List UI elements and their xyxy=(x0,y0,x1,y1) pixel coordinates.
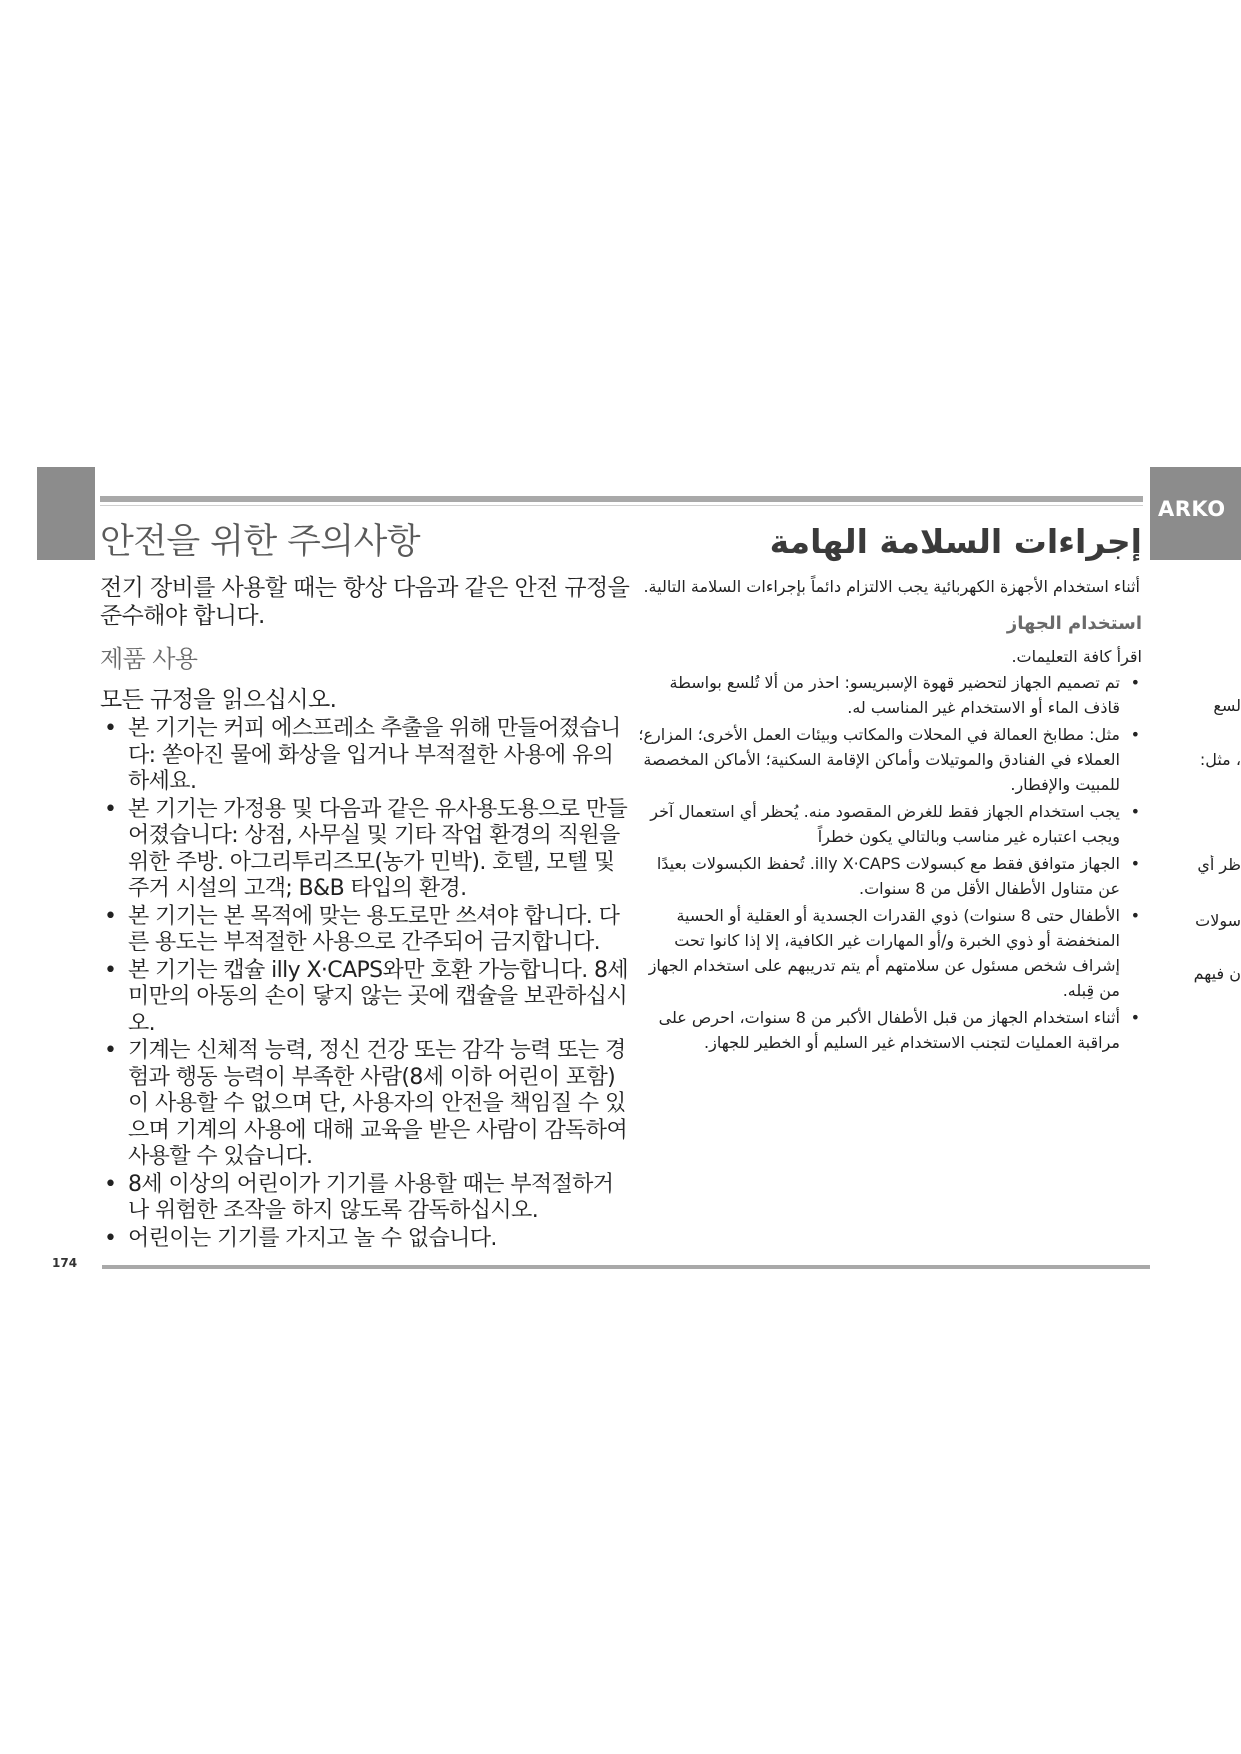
arabic-subhead: استخدام الجهاز xyxy=(1006,613,1142,634)
list-item-text: أثناء استخدام الجهاز من قبل الأطفال الأكبر من 8 سنوات، احرص على مراقبة العمليات لتجنب الاستخدام غير السليم أو الخطير للجهاز. xyxy=(658,1008,1120,1052)
list-item-text: الأطفال حتى 8 سنوات) ذوي القدرات الجسدية أو العقلية أو الحسية المنخفضة أو ذوي الخبرة و/أو المهارات غير الكافية، إلا إذا كانوا تحت إشراف شخص مسئول عن سلامتهم أم يتم تدريبهم على استخدام الجهاز من قِبله. xyxy=(648,906,1120,1000)
list-item-text: 기계는 신체적 능력, 정신 건강 또는 감각 능력 또는 경험과 행동 능력이 부족한 사람(8세 이하 어린이 포함)이 사용할 수 없으며 단, 사용자의 안전을 책임질 수 있으며 기계의 사용에 대해 교육을 받은 사람이 감독하여 사용할 수 있습니다. xyxy=(128,1038,628,1169)
arabic-read-all: اقرأ كافة التعليمات. xyxy=(1011,647,1142,666)
list-item xyxy=(632,670,1142,720)
clipped-fragment: لسع xyxy=(1213,696,1241,715)
header-rule-thin xyxy=(100,505,1143,506)
bullet-icon: • xyxy=(104,1171,117,1197)
korean-read-all: 모든 규정을 읽으십시오. xyxy=(100,687,337,713)
list-item xyxy=(632,851,1142,901)
korean-title: 안전을 위한 주의사항 xyxy=(100,522,420,562)
arabic-title: إجراءات السلامة الهامة xyxy=(769,522,1142,561)
list-item xyxy=(100,1172,630,1225)
arabic-column xyxy=(632,520,1142,1057)
list-item-text: مثل: مطابخ العمالة في المحلات والمكاتب وبيئات العمل الأخرى؛ المزارع؛ العملاء في الفنادق والموتيلات وأماكن الإقامة السكنية؛ الأماكن المخصصة للمبيت والإفطار. xyxy=(638,725,1120,794)
korean-bullet-list xyxy=(100,716,630,1252)
header-rule xyxy=(100,496,1143,502)
list-item-text: الجهاز متوافق فقط مع كبسولات illy X·CAPS. تُحفظ الكبسولات بعيدًا عن متناول الأطفال الأقل من 8 سنوات. xyxy=(656,854,1120,898)
list-item xyxy=(100,1038,630,1171)
clipped-fragment: ن فيهم xyxy=(1193,964,1241,983)
bullet-icon: • xyxy=(1130,906,1140,925)
korean-subhead: 제품 사용 xyxy=(100,645,198,673)
list-item-text: 8세 이상의 어린이가 기기를 사용할 때는 부적절하거나 위험한 조작을 하지 않도록 감독하십시오. xyxy=(128,1171,614,1223)
arabic-bullet-list xyxy=(632,670,1142,1055)
list-item-text: يجب استخدام الجهاز فقط للغرض المقصود منه. يُحظر أي استعمال آخر ويجب اعتباره غير مناسب وبالتالي يكون خطراً xyxy=(650,802,1120,846)
list-item-text: 어린이는 기기를 가지고 놀 수 없습니다. xyxy=(128,1225,497,1251)
bullet-icon: • xyxy=(1130,854,1140,873)
brand-tab: ARKO xyxy=(1158,497,1226,521)
bullet-icon: • xyxy=(104,1225,117,1251)
list-item-text: 본 기기는 커피 에스프레소 추출을 위해 만들어졌습니다: 쏟아진 물에 화상을 입거나 부적절한 사용에 유의하세요. xyxy=(128,716,621,794)
list-item xyxy=(100,1226,630,1253)
list-item xyxy=(632,799,1142,849)
korean-column xyxy=(100,520,630,1253)
list-item xyxy=(632,722,1142,797)
bullet-icon: • xyxy=(1130,725,1140,744)
bullet-icon: • xyxy=(1130,1008,1140,1027)
footer-rule xyxy=(102,1265,1150,1269)
clipped-fragment: ، مثل: xyxy=(1199,750,1241,769)
arabic-intro: أثناء استخدام الأجهزة الكهربائية يجب الالتزام دائماً بإجراءات السلامة التالية. xyxy=(643,577,1140,596)
list-item-text: تم تصميم الجهاز لتحضير قهوة الإسبريسو: احذر من ألا تُلسع بواسطة قاذف الماء أو الاستخدام غير المناسب له. xyxy=(669,673,1120,717)
list-item-text: 본 기기는 캡슐 illy X·CAPS와만 호환 가능합니다. 8세 미만의 아동의 손이 닿지 않는 곳에 캡슐을 보관하십시오. xyxy=(128,957,629,1036)
list-item xyxy=(100,958,630,1038)
list-item-text: 본 기기는 가정용 및 다음과 같은 유사용도용으로 만들어졌습니다: 상점, 사무실 및 기타 작업 환경의 직원을 위한 주방. 아그리투리즈모(농가 민박). 호텔, 모텔 및 주거 시설의 고객; B&B 타입의 환경. xyxy=(128,796,628,901)
list-item xyxy=(100,716,630,796)
bullet-icon: • xyxy=(1130,673,1140,692)
bullet-icon: • xyxy=(104,716,117,741)
bullet-icon: • xyxy=(104,957,117,983)
list-item xyxy=(100,797,630,903)
korean-intro: 전기 장비를 사용할 때는 항상 다음과 같은 안전 규정을 준수해야 합니다. xyxy=(100,575,630,629)
list-item xyxy=(100,904,630,957)
bullet-icon: • xyxy=(1130,802,1140,821)
page-number: 174 xyxy=(52,1256,78,1270)
bullet-icon: • xyxy=(104,796,117,822)
list-item xyxy=(632,903,1142,1003)
header-gray-block-left xyxy=(37,467,95,560)
clipped-fragment: ظر أي xyxy=(1197,855,1241,874)
bullet-icon: • xyxy=(104,903,117,929)
list-item xyxy=(632,1005,1142,1055)
list-item-text: 본 기기는 본 목적에 맞는 용도로만 쓰셔야 합니다. 다른 용도는 부적절한 사용으로 간주되어 금지합니다. xyxy=(128,903,620,955)
bullet-icon: • xyxy=(104,1038,117,1063)
clipped-fragment: سولات xyxy=(1195,911,1241,930)
